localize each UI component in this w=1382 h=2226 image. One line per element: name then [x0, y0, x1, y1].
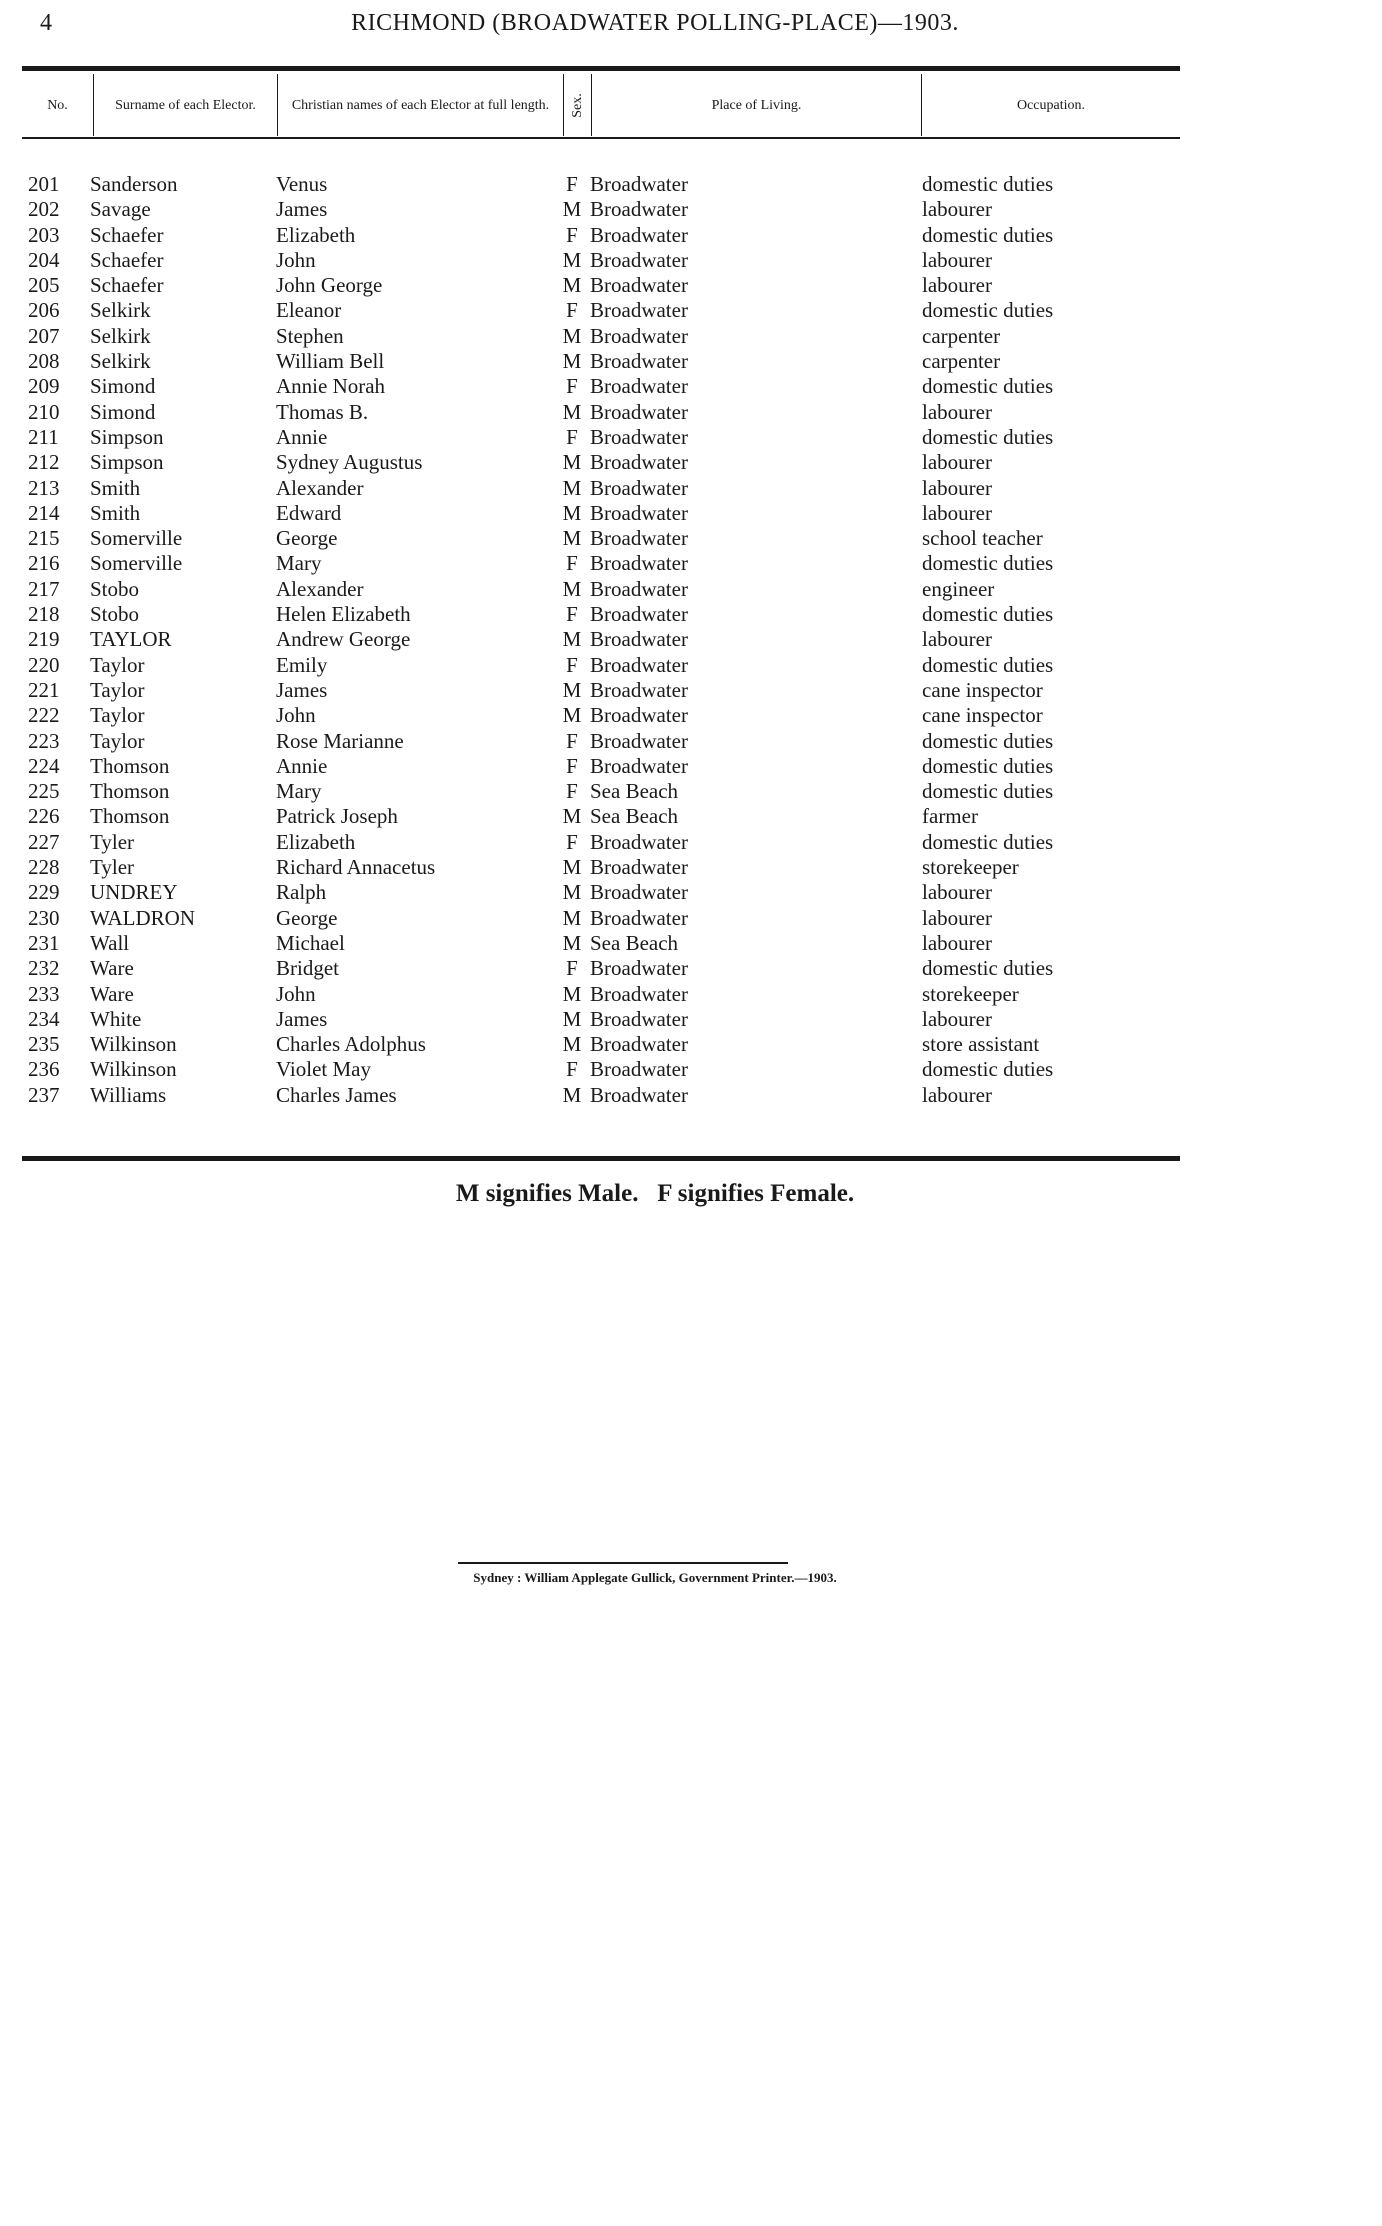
table-row	[0, 1057, 1382, 1082]
elector-place-of-living: Broadwater	[590, 829, 688, 854]
elector-place-of-living: Broadwater	[590, 475, 688, 500]
elector-surname: Ware	[90, 956, 134, 981]
elector-surname: Ware	[90, 981, 134, 1006]
elector-christian-names: James	[276, 197, 328, 222]
elector-place-of-living: Broadwater	[590, 703, 688, 728]
elector-place-of-living: Sea Beach	[590, 779, 679, 804]
elector-sex: M	[562, 627, 582, 652]
elector-surname: Selkirk	[90, 349, 151, 374]
elector-place-of-living: Broadwater	[590, 172, 688, 196]
elector-occupation: labourer	[922, 1006, 992, 1031]
elector-occupation: domestic duties	[922, 551, 1054, 576]
elector-occupation: cane inspector	[922, 703, 1043, 728]
header-top-rule	[22, 66, 1180, 71]
table-bottom-rule	[22, 1156, 1180, 1161]
elector-occupation: carpenter	[922, 349, 1001, 374]
elector-christian-names: Charles James	[276, 1082, 397, 1107]
elector-surname: White	[90, 1006, 142, 1031]
elector-occupation: engineer	[922, 576, 995, 601]
elector-surname: Schaefer	[90, 222, 164, 247]
elector-occupation: school teacher	[922, 526, 1043, 551]
elector-place-of-living: Broadwater	[590, 602, 688, 627]
table-row	[0, 804, 1382, 829]
elector-surname: Stobo	[90, 602, 140, 627]
elector-number: 231	[28, 930, 60, 955]
elector-surname: Taylor	[90, 728, 145, 753]
elector-sex: M	[562, 399, 582, 424]
elector-number: 207	[28, 323, 60, 348]
elector-occupation: labourer	[922, 880, 992, 905]
table-row	[0, 653, 1382, 678]
elector-number: 204	[28, 247, 60, 272]
elector-christian-names: Richard Annacetus	[276, 855, 436, 880]
elector-place-of-living: Broadwater	[590, 753, 688, 778]
elector-number: 214	[28, 500, 60, 525]
elector-number: 223	[28, 728, 60, 753]
elector-christian-names: Venus	[276, 172, 328, 196]
elector-number: 210	[28, 399, 60, 424]
elector-christian-names: Charles Adolphus	[276, 1032, 426, 1057]
page-title: RICHMOND (BROADWATER POLLING-PLACE)—1903.	[351, 10, 959, 36]
elector-number: 206	[28, 298, 60, 323]
elector-occupation: labourer	[922, 273, 992, 298]
header-place: Place of Living.	[592, 74, 922, 136]
elector-place-of-living: Broadwater	[590, 323, 688, 348]
elector-number: 212	[28, 450, 60, 475]
elector-number: 218	[28, 602, 60, 627]
elector-place-of-living: Broadwater	[590, 450, 688, 475]
elector-place-of-living: Broadwater	[590, 728, 688, 753]
elector-occupation: labourer	[922, 197, 992, 222]
elector-sex: F	[566, 728, 578, 753]
table-row	[0, 602, 1382, 627]
table-row	[0, 703, 1382, 728]
elector-sex: F	[566, 753, 578, 778]
elector-surname: Savage	[90, 197, 151, 222]
elector-surname: Wilkinson	[90, 1032, 177, 1057]
elector-occupation: storekeeper	[922, 855, 1019, 880]
header-bottom-rule	[22, 137, 1180, 139]
elector-christian-names: Rose Marianne	[276, 728, 404, 753]
printer-imprint: Sydney : William Applegate Gullick, Government Printer.—1903.	[473, 1570, 837, 1585]
elector-surname: Somerville	[90, 526, 183, 551]
elector-number: 202	[28, 197, 60, 222]
elector-christian-names: Alexander	[276, 475, 364, 500]
elector-number: 222	[28, 703, 60, 728]
elector-number: 236	[28, 1057, 60, 1082]
elector-occupation: farmer	[922, 804, 978, 829]
elector-number: 211	[28, 424, 59, 449]
elector-list	[0, 172, 1382, 1108]
elector-surname: Selkirk	[90, 323, 151, 348]
elector-number: 203	[28, 222, 60, 247]
elector-number: 235	[28, 1032, 60, 1057]
elector-occupation: domestic duties	[922, 779, 1054, 804]
table-header	[22, 74, 1180, 136]
elector-christian-names: Elizabeth	[276, 222, 356, 247]
elector-occupation: domestic duties	[922, 652, 1054, 677]
elector-number: 215	[28, 526, 60, 551]
elector-christian-names: John George	[276, 273, 383, 298]
table-row	[0, 349, 1382, 374]
elector-number: 209	[28, 374, 60, 399]
elector-surname: WALDRON	[90, 905, 195, 930]
table-row	[0, 956, 1382, 981]
elector-sex: M	[562, 855, 582, 880]
elector-sex: M	[562, 500, 582, 525]
elector-sex: M	[562, 1082, 582, 1107]
header-given-names: Christian names of each Elector at full length.	[278, 74, 564, 136]
table-row	[0, 627, 1382, 652]
table-row	[0, 678, 1382, 703]
elector-number: 237	[28, 1082, 60, 1107]
elector-number: 233	[28, 981, 60, 1006]
elector-place-of-living: Broadwater	[590, 273, 688, 298]
elector-number: 217	[28, 576, 60, 601]
elector-place-of-living: Broadwater	[590, 399, 688, 424]
elector-surname: Somerville	[90, 551, 183, 576]
table-row	[0, 1083, 1382, 1108]
elector-place-of-living: Broadwater	[590, 222, 688, 247]
table-row	[0, 324, 1382, 349]
elector-christian-names: James	[276, 677, 328, 702]
elector-surname: Taylor	[90, 703, 145, 728]
elector-surname: UNDREY	[90, 880, 178, 905]
elector-occupation: domestic duties	[922, 424, 1054, 449]
elector-surname: Schaefer	[90, 273, 164, 298]
elector-number: 220	[28, 652, 60, 677]
elector-surname: Tyler	[90, 829, 135, 854]
elector-sex: M	[562, 703, 582, 728]
elector-christian-names: Andrew George	[276, 627, 411, 652]
elector-number: 228	[28, 855, 60, 880]
elector-sex: M	[562, 323, 582, 348]
elector-sex: F	[566, 652, 578, 677]
elector-place-of-living: Broadwater	[590, 1057, 688, 1082]
table-row	[0, 729, 1382, 754]
elector-christian-names: John	[276, 981, 316, 1006]
elector-place-of-living: Broadwater	[590, 551, 688, 576]
elector-christian-names: Mary	[276, 551, 322, 576]
table-row	[0, 906, 1382, 931]
table-row	[0, 526, 1382, 551]
elector-sex: M	[562, 905, 582, 930]
elector-sex: F	[566, 551, 578, 576]
elector-occupation: labourer	[922, 500, 992, 525]
elector-sex: F	[566, 374, 578, 399]
elector-sex: M	[562, 475, 582, 500]
page-number: 4	[40, 10, 52, 36]
table-row	[0, 374, 1382, 399]
elector-christian-names: William Bell	[276, 349, 385, 374]
elector-place-of-living: Sea Beach	[590, 804, 679, 829]
elector-place-of-living: Broadwater	[590, 652, 688, 677]
elector-occupation: labourer	[922, 247, 992, 272]
elector-surname: Simpson	[90, 450, 164, 475]
elector-christian-names: Violet May	[276, 1057, 371, 1082]
elector-sex: M	[562, 930, 582, 955]
elector-sex: F	[566, 602, 578, 627]
elector-number: 229	[28, 880, 60, 905]
elector-place-of-living: Broadwater	[590, 526, 688, 551]
elector-christian-names: George	[276, 905, 338, 930]
elector-occupation: carpenter	[922, 323, 1001, 348]
elector-christian-names: Thomas B.	[276, 399, 369, 424]
elector-occupation: domestic duties	[922, 956, 1054, 981]
table-row	[0, 779, 1382, 804]
elector-occupation: domestic duties	[922, 602, 1054, 627]
elector-number: 208	[28, 349, 60, 374]
elector-number: 201	[28, 172, 60, 196]
table-row	[0, 197, 1382, 222]
table-row	[0, 172, 1382, 197]
elector-christian-names: Stephen	[276, 323, 344, 348]
elector-sex: M	[562, 804, 582, 829]
elector-occupation: store assistant	[922, 1032, 1040, 1057]
elector-occupation: labourer	[922, 1082, 992, 1107]
elector-christian-names: Eleanor	[276, 298, 342, 323]
elector-sex: M	[562, 273, 582, 298]
elector-christian-names: Annie	[276, 424, 328, 449]
table-row	[0, 830, 1382, 855]
elector-surname: Thomson	[90, 779, 170, 804]
elector-place-of-living: Broadwater	[590, 855, 688, 880]
elector-surname: Smith	[90, 500, 141, 525]
elector-sex: F	[566, 222, 578, 247]
elector-christian-names: Edward	[276, 500, 342, 525]
elector-occupation: labourer	[922, 475, 992, 500]
elector-surname: Wilkinson	[90, 1057, 177, 1082]
elector-place-of-living: Broadwater	[590, 981, 688, 1006]
sex-legend: M signifies Male. F signifies Female.	[455, 1180, 855, 1207]
elector-christian-names: Mary	[276, 779, 322, 804]
elector-sex: M	[562, 197, 582, 222]
elector-sex: M	[562, 1032, 582, 1057]
elector-surname: Schaefer	[90, 247, 164, 272]
table-row	[0, 298, 1382, 323]
elector-sex: M	[562, 526, 582, 551]
elector-place-of-living: Broadwater	[590, 1082, 688, 1107]
elector-occupation: labourer	[922, 627, 992, 652]
elector-christian-names: Ralph	[276, 880, 327, 905]
table-row	[0, 476, 1382, 501]
table-row	[0, 551, 1382, 576]
elector-place-of-living: Broadwater	[590, 247, 688, 272]
elector-place-of-living: Broadwater	[590, 905, 688, 930]
elector-place-of-living: Broadwater	[590, 677, 688, 702]
elector-place-of-living: Broadwater	[590, 576, 688, 601]
elector-sex: M	[562, 880, 582, 905]
elector-surname: Simond	[90, 374, 156, 399]
elector-sex: M	[562, 247, 582, 272]
table-row	[0, 855, 1382, 880]
elector-place-of-living: Broadwater	[590, 1032, 688, 1057]
elector-sex: F	[566, 779, 578, 804]
elector-surname: Simpson	[90, 424, 164, 449]
elector-occupation: domestic duties	[922, 753, 1054, 778]
elector-christian-names: George	[276, 526, 338, 551]
elector-surname: Taylor	[90, 652, 145, 677]
table-row	[0, 931, 1382, 956]
elector-number: 227	[28, 829, 60, 854]
elector-occupation: labourer	[922, 930, 992, 955]
header-sex: Sex.	[564, 74, 592, 136]
table-row	[0, 273, 1382, 298]
elector-surname: Smith	[90, 475, 141, 500]
elector-number: 232	[28, 956, 60, 981]
elector-surname: Thomson	[90, 804, 170, 829]
elector-number: 230	[28, 905, 60, 930]
elector-sex: M	[562, 576, 582, 601]
elector-place-of-living: Broadwater	[590, 374, 688, 399]
elector-sex: M	[562, 677, 582, 702]
header-occupation: Occupation.	[1016, 97, 1086, 113]
elector-sex: M	[562, 1006, 582, 1031]
header-surname: Surname of each Elector.	[94, 74, 278, 136]
elector-place-of-living: Broadwater	[590, 627, 688, 652]
elector-sex: F	[566, 956, 578, 981]
elector-christian-names: Emily	[276, 652, 328, 677]
elector-occupation: storekeeper	[922, 981, 1019, 1006]
elector-place-of-living: Sea Beach	[590, 930, 679, 955]
table-row	[0, 400, 1382, 425]
elector-occupation: domestic duties	[922, 172, 1054, 196]
elector-christian-names: Helen Elizabeth	[276, 602, 411, 627]
elector-number: 225	[28, 779, 60, 804]
elector-occupation: labourer	[922, 450, 992, 475]
elector-christian-names: Michael	[276, 930, 345, 955]
elector-sex: F	[566, 829, 578, 854]
elector-christian-names: Elizabeth	[276, 829, 356, 854]
elector-surname: Taylor	[90, 677, 145, 702]
header-no: No.	[22, 74, 94, 136]
elector-christian-names: Patrick Joseph	[276, 804, 398, 829]
table-row	[0, 880, 1382, 905]
elector-christian-names: Annie	[276, 753, 328, 778]
table-row	[0, 1007, 1382, 1032]
elector-number: 226	[28, 804, 60, 829]
elector-number: 224	[28, 753, 60, 778]
elector-number: 205	[28, 273, 60, 298]
elector-surname: Thomson	[90, 753, 170, 778]
elector-surname: Selkirk	[90, 298, 151, 323]
elector-place-of-living: Broadwater	[590, 424, 688, 449]
elector-occupation: cane inspector	[922, 677, 1043, 702]
elector-sex: F	[566, 298, 578, 323]
elector-christian-names: Alexander	[276, 576, 364, 601]
elector-christian-names: John	[276, 703, 316, 728]
elector-surname: Tyler	[90, 855, 135, 880]
elector-christian-names: James	[276, 1006, 328, 1031]
elector-sex: M	[562, 981, 582, 1006]
elector-number: 221	[28, 677, 60, 702]
elector-place-of-living: Broadwater	[590, 1006, 688, 1031]
elector-surname: Wall	[90, 930, 130, 955]
table-row	[0, 1032, 1382, 1057]
elector-number: 216	[28, 551, 60, 576]
elector-place-of-living: Broadwater	[590, 956, 688, 981]
elector-christian-names: Sydney Augustus	[276, 450, 423, 475]
elector-occupation: domestic duties	[922, 829, 1054, 854]
table-row	[0, 754, 1382, 779]
elector-sex: F	[566, 1057, 578, 1082]
table-row	[0, 223, 1382, 248]
elector-surname: TAYLOR	[90, 627, 172, 652]
table-row	[0, 248, 1382, 273]
table-row	[0, 501, 1382, 526]
table-row	[0, 425, 1382, 450]
elector-christian-names: Bridget	[276, 956, 339, 981]
table-row	[0, 450, 1382, 475]
elector-place-of-living: Broadwater	[590, 349, 688, 374]
elector-occupation: domestic duties	[922, 728, 1054, 753]
elector-place-of-living: Broadwater	[590, 197, 688, 222]
elector-place-of-living: Broadwater	[590, 500, 688, 525]
elector-surname: Sanderson	[90, 172, 178, 196]
elector-occupation: domestic duties	[922, 222, 1054, 247]
elector-occupation: labourer	[922, 905, 992, 930]
table-row	[0, 982, 1382, 1007]
elector-occupation: labourer	[922, 399, 992, 424]
elector-sex: M	[562, 349, 582, 374]
elector-surname: Stobo	[90, 576, 140, 601]
elector-number: 219	[28, 627, 60, 652]
elector-place-of-living: Broadwater	[590, 880, 688, 905]
elector-occupation: domestic duties	[922, 298, 1054, 323]
elector-number: 213	[28, 475, 60, 500]
elector-sex: M	[562, 450, 582, 475]
table-row	[0, 577, 1382, 602]
elector-occupation: domestic duties	[922, 374, 1054, 399]
elector-number: 234	[28, 1006, 60, 1031]
elector-christian-names: John	[276, 247, 316, 272]
printer-rule	[458, 1562, 788, 1564]
elector-occupation: domestic duties	[922, 1057, 1054, 1082]
elector-surname: Williams	[90, 1082, 167, 1107]
elector-christian-names: Annie Norah	[276, 374, 386, 399]
elector-sex: F	[566, 172, 578, 196]
elector-sex: F	[566, 424, 578, 449]
elector-surname: Simond	[90, 399, 156, 424]
elector-place-of-living: Broadwater	[590, 298, 688, 323]
